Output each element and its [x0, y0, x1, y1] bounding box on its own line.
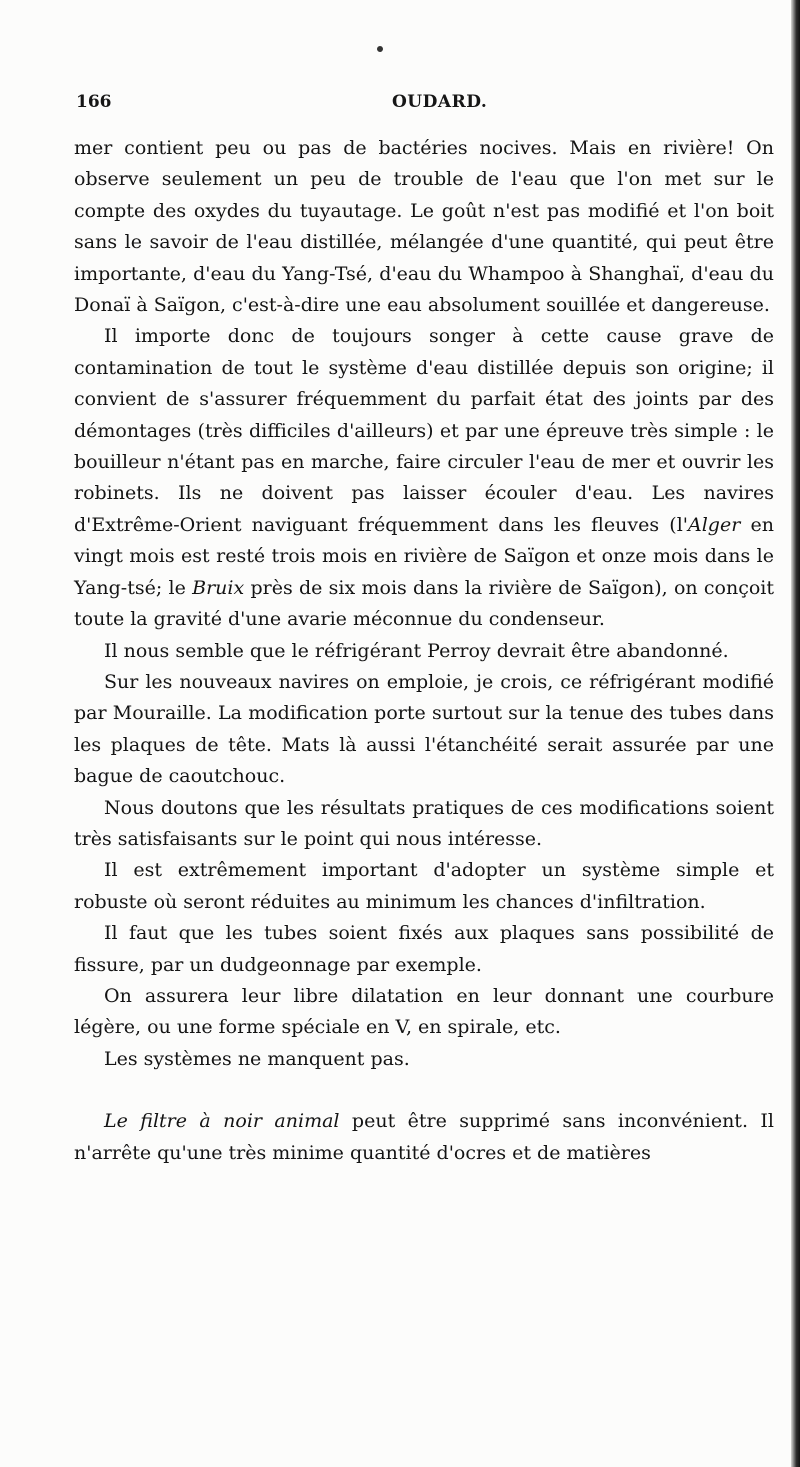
text-span: en vingt mois est resté trois mois en rivière de Saïgon et onze mois dans le Yang-tsé; le	[74, 513, 774, 599]
text-span: On assurera leur libre dilatation en leur donnant une courbure légère, ou une forme spéciale en V, en spirale, etc.	[74, 984, 774, 1039]
text-span: Il est extrêmement important d'adopter un système simple et robuste où seront réduites au minimum les chances d'infiltration.	[74, 859, 774, 913]
scan-speck	[377, 46, 383, 52]
paragraph	[74, 636, 774, 667]
text-span: Les systèmes ne manquent pas.	[104, 1047, 410, 1070]
ship-name: Bruix	[192, 576, 245, 599]
text-span: mer contient peu ou pas de bactéries nocives. Mais en rivière! On observe seulement un peu de trouble de l'eau que l'on met sur le compte des oxydes du tuyautage. Le goût n'est pas modifié et l'on boit sans le savoir de l'eau distillée, mélangée d'une quantité, qui peut être importante, d'eau du Yang-Tsé, d'eau du Whampoo à Shanghaï, d'eau du Donaï à Saïgon, c'est-à-dire une eau absolument souillée et dangereuse.	[74, 137, 774, 317]
paragraph	[74, 793, 774, 856]
section-lead: Le filtre à noir animal	[104, 1110, 340, 1133]
text-span: près de six mois dans la rivière de Saïgon), on conçoit toute la gravité d'une avarie méconnue du condenseur.	[74, 576, 774, 631]
text-span: Il importe donc de toujours songer à cette cause grave de contamination de tout le système d'eau distillée depuis son origine; il convient de s'assurer fréquemment du parfait état des joints par des démontages (très difficiles d'ailleurs) et par une épreuve très simple : le bouilleur n'étant pas en marche, faire circuler l'eau de mer et ouvrir les robinets. Ils ne doivent pas laisser écouler d'eau. Les navires d'Extrême-Orient naviguant fréquemment dans les fleuves (l'	[74, 325, 774, 536]
paragraph	[74, 918, 774, 981]
text-span: Il faut que les tubes soient fixés aux plaques sans possibilité de fissure, par un dudgeonnage par exemple.	[74, 922, 774, 976]
paragraph	[74, 321, 774, 635]
paragraph	[74, 855, 774, 918]
page-number: 166	[76, 92, 112, 112]
paragraph	[74, 1106, 774, 1169]
text-span: Sur les nouveaux navires on emploie, je crois, ce réfrigérant modifié par Mouraille. La modification porte surtout sur la tenue des tubes dans les plaques de tête. Mats là aussi l'étanchéité serait assurée par une bague de caoutchouc.	[74, 670, 774, 788]
text-span: Il nous semble que le réfrigérant Perroy devrait être abandonné.	[104, 639, 729, 662]
page-header	[74, 92, 774, 118]
ship-name: Alger	[688, 513, 741, 536]
paragraph	[74, 133, 774, 321]
paragraph	[74, 981, 774, 1044]
paragraph	[74, 667, 774, 793]
scan-edge	[791, 0, 800, 1467]
running-head: OUDARD.	[392, 92, 488, 112]
paragraph	[74, 1044, 774, 1075]
text-span: Nous doutons que les résultats pratiques de ces modifications soient très satisfaisants sur le point qui nous intéresse.	[74, 796, 774, 850]
text-span: peut être supprimé sans inconvénient. Il n'arrête qu'une très minime quantité d'ocres et de matières	[74, 1110, 774, 1164]
body-text	[74, 133, 774, 1169]
